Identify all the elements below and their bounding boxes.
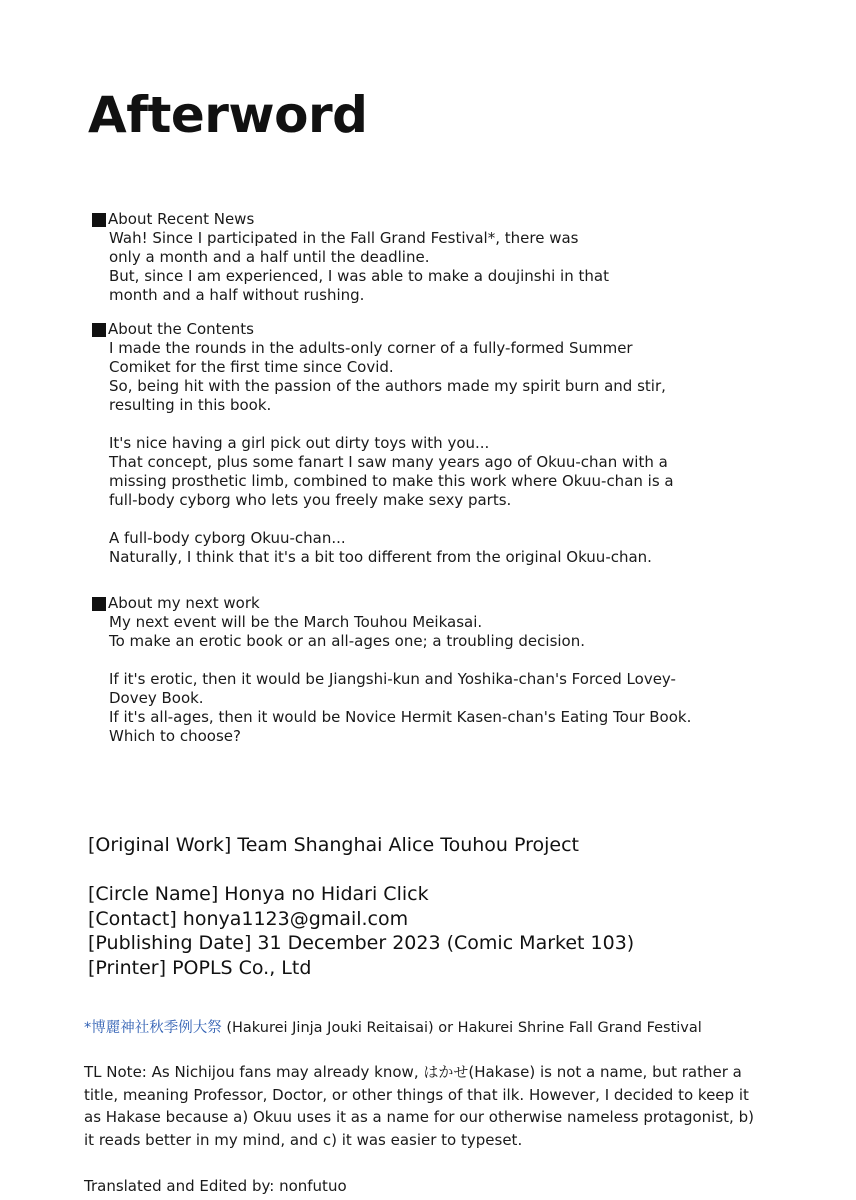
section-heading-label: About the Contents — [108, 320, 254, 338]
paragraph — [109, 529, 674, 567]
credits-original-work — [88, 833, 579, 858]
section-contents — [92, 320, 674, 567]
section-body — [92, 339, 674, 567]
section-heading — [92, 594, 691, 613]
text-line: That concept, plus some fanart I saw many years ago of Okuu-chan with a — [109, 453, 668, 471]
original-work-line: [Original Work] Team Shanghai Alice Touhou Project — [88, 834, 580, 856]
text-line: If it's erotic, then it would be Jiangshi-kun and Yoshika-chan's Forced Lovey- — [109, 670, 676, 688]
text-line: If it's all-ages, then it would be Novice Hermit Kasen-chan's Eating Tour Book. — [109, 708, 692, 726]
text-line: resulting in this book. — [109, 396, 272, 414]
translator-credit: Translated and Edited by: nonfutuo — [84, 1177, 347, 1195]
text-line: It's nice having a girl pick out dirty toys with you... — [109, 434, 490, 452]
square-bullet-icon — [92, 213, 106, 227]
tl-note: TL Note: As Nichijou fans may already know, はかせ(Hakase) is not a name, but rather a title, meaning Professor, Doctor, or other things of that ilk. However, I decided to keep it as Hakase because a) Okuu uses it as a name for our otherwise nameless protagonist, b) it reads better in my mind, and c) it was easier to typeset. — [84, 1063, 754, 1149]
section-next-work — [92, 594, 691, 746]
square-bullet-icon — [92, 597, 106, 611]
credits-block — [88, 882, 634, 980]
section-body — [92, 229, 609, 305]
text-line: A full-body cyborg Okuu-chan... — [109, 529, 346, 547]
paragraph — [109, 613, 691, 651]
paragraph — [109, 434, 674, 510]
square-bullet-icon — [92, 323, 106, 337]
footnote — [84, 1016, 702, 1037]
text-line: My next event will be the March Touhou Meikasai. — [109, 613, 483, 631]
section-heading-label: About Recent News — [108, 210, 255, 228]
circle-name-line: [Circle Name] Honya no Hidari Click — [88, 883, 429, 905]
text-line: only a month and a half until the deadline. — [109, 248, 430, 266]
text-line: Wah! Since I participated in the Fall Grand Festival*, there was — [109, 229, 579, 247]
paragraph — [109, 229, 609, 305]
footnote-english: (Hakurei Jinja Jouki Reitaisai) or Hakurei Shrine Fall Grand Festival — [221, 1020, 702, 1036]
section-recent-news — [92, 210, 609, 305]
section-heading-label: About my next work — [108, 594, 260, 612]
paragraph — [109, 339, 674, 415]
text-line: To make an erotic book or an all-ages one; a troubling decision. — [109, 632, 586, 650]
text-line: Comiket for the first time since Covid. — [109, 358, 394, 376]
text-line: Dovey Book. — [109, 689, 204, 707]
text-line: month and a half without rushing. — [109, 286, 365, 304]
text-line: I made the rounds in the adults-only corner of a fully-formed Summer — [109, 339, 633, 357]
text-line: Naturally, I think that it's a bit too different from the original Okuu-chan. — [109, 548, 652, 566]
section-heading — [92, 210, 609, 229]
paragraph — [109, 670, 691, 746]
text-line: But, since I am experienced, I was able to make a doujinshi in that — [109, 267, 609, 285]
text-line: full-body cyborg who lets you freely make sexy parts. — [109, 491, 512, 509]
printer-line: [Printer] POPLS Co., Ltd — [88, 956, 312, 979]
contact-line: [Contact] honya1123@gmail.com — [88, 907, 409, 930]
page-title: Afterword — [88, 86, 368, 144]
text-line: missing prosthetic limb, combined to make this work where Okuu-chan is a — [109, 472, 674, 490]
publishing-date-line: [Publishing Date] 31 December 2023 (Comic Market 103) — [88, 932, 635, 954]
section-body — [92, 613, 691, 746]
section-heading — [92, 320, 674, 339]
text-line: So, being hit with the passion of the authors made my spirit burn and stir, — [109, 377, 666, 395]
text-line: Which to choose? — [109, 727, 241, 745]
footnote-japanese: *博麗神社秋季例大祭 — [84, 1020, 222, 1036]
